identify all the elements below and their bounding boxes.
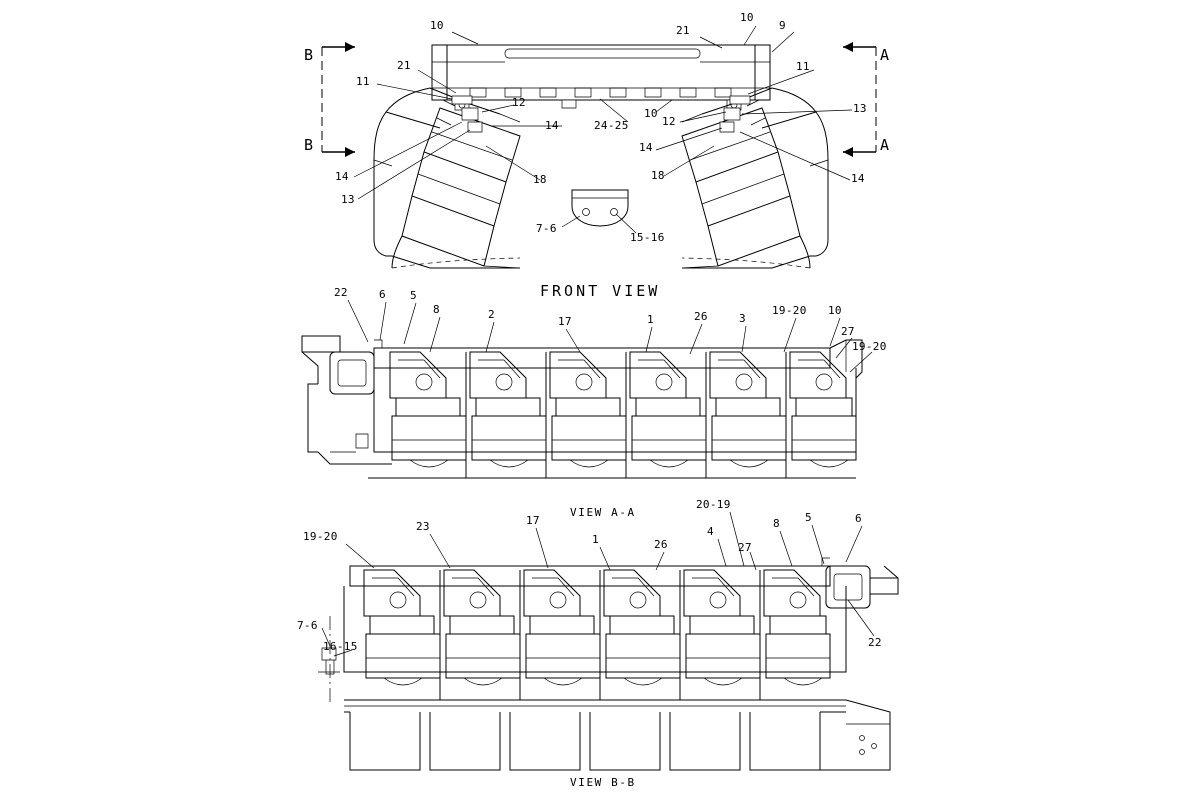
callout-aa-2: 2 xyxy=(488,308,495,321)
callout-aa-19-20b: 19-20 xyxy=(852,340,887,353)
callout-aa-26: 26 xyxy=(694,310,708,323)
callout-front-11b: 11 xyxy=(796,60,810,73)
callout-front-7-6: 7-6 xyxy=(536,222,557,235)
callout-front-10b: 10 xyxy=(740,11,754,24)
callout-bb-5: 5 xyxy=(805,511,812,524)
callout-front-21a: 21 xyxy=(397,59,411,72)
callout-bb-22: 22 xyxy=(868,636,882,649)
callout-front-10c: 10 xyxy=(644,107,658,120)
callout-bb-27: 27 xyxy=(738,541,752,554)
callout-bb-17: 17 xyxy=(526,514,540,527)
callout-bb-7-6: 7-6 xyxy=(297,619,318,632)
callout-front-14c: 14 xyxy=(851,172,865,185)
callout-front-9: 9 xyxy=(779,19,786,32)
callout-front-15-16: 15-16 xyxy=(630,231,665,244)
callout-front-14a: 14 xyxy=(545,119,559,132)
view-title-aa: VIEW A-A xyxy=(570,506,636,519)
section-mark-b-top: B xyxy=(304,46,314,64)
callout-bb-20-19: 20-19 xyxy=(696,498,731,511)
section-mark-a-bottom: A xyxy=(880,136,890,154)
callout-bb-4: 4 xyxy=(707,525,714,538)
callout-aa-17: 17 xyxy=(558,315,572,328)
callout-front-10a: 10 xyxy=(430,19,444,32)
callout-bb-26: 26 xyxy=(654,538,668,551)
callout-aa-6: 6 xyxy=(379,288,386,301)
callout-front-14b: 14 xyxy=(639,141,653,154)
callout-bb-1: 1 xyxy=(592,533,599,546)
callout-aa-10: 10 xyxy=(828,304,842,317)
callout-front-18b: 18 xyxy=(651,169,665,182)
callout-front-14d: 14 xyxy=(335,170,349,183)
callout-aa-19-20a: 19-20 xyxy=(772,304,807,317)
section-mark-a-top: A xyxy=(880,46,890,64)
callout-aa-22: 22 xyxy=(334,286,348,299)
callout-aa-1: 1 xyxy=(647,313,654,326)
callout-bb-23: 23 xyxy=(416,520,430,533)
callout-bb-16-15: 16-15 xyxy=(323,640,358,653)
callout-front-13a: 13 xyxy=(341,193,355,206)
callout-front-11a: 11 xyxy=(356,75,370,88)
callout-bb-19-20: 19-20 xyxy=(303,530,338,543)
callout-front-21b: 21 xyxy=(676,24,690,37)
callout-front-12a: 12 xyxy=(512,96,526,109)
callout-aa-5: 5 xyxy=(410,289,417,302)
callout-bb-8: 8 xyxy=(773,517,780,530)
callout-front-12b: 12 xyxy=(662,115,676,128)
callout-aa-8: 8 xyxy=(433,303,440,316)
view-title-bb: VIEW B-B xyxy=(570,776,636,789)
callout-aa-27: 27 xyxy=(841,325,855,338)
callout-front-13b: 13 xyxy=(853,102,867,115)
callout-bb-6: 6 xyxy=(855,512,862,525)
callout-front-18a: 18 xyxy=(533,173,547,186)
view-title-front: FRONT VIEW xyxy=(540,282,661,300)
callout-aa-3: 3 xyxy=(739,312,746,325)
callout-front-24-25: 24-25 xyxy=(594,119,629,132)
section-mark-b-bottom: B xyxy=(304,136,314,154)
